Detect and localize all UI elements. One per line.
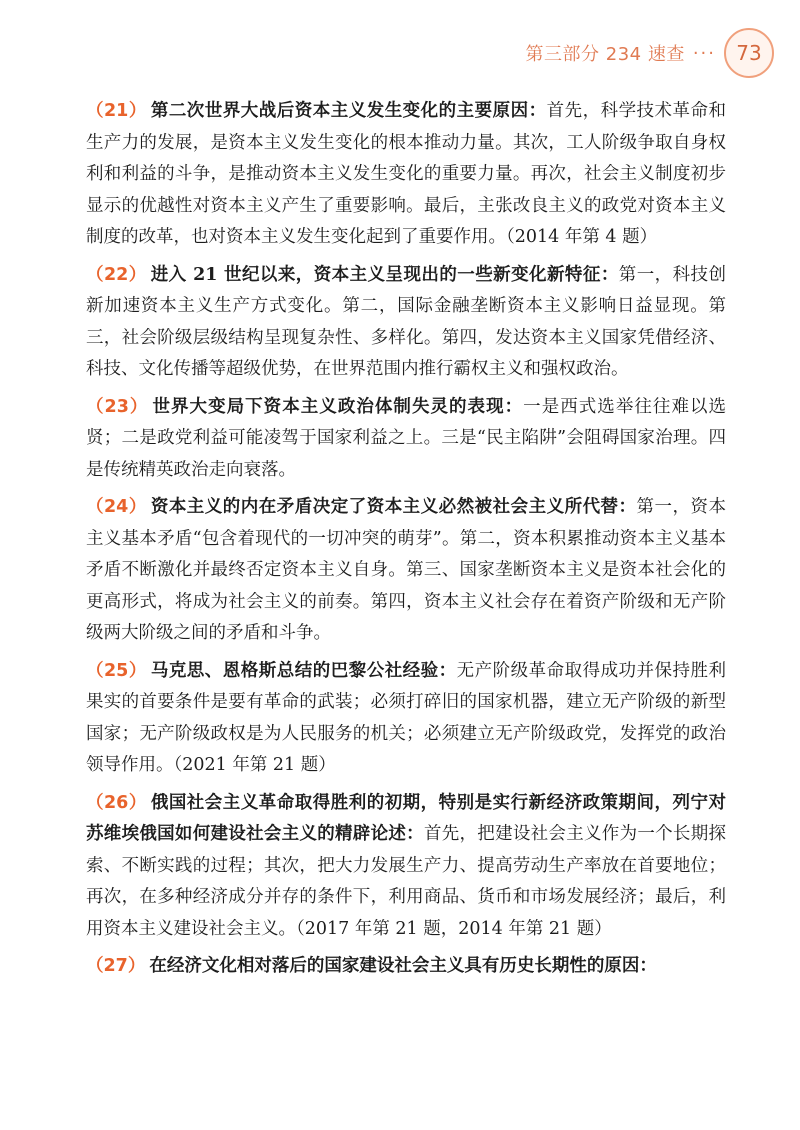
entry-number: （26） — [86, 792, 147, 813]
entry-title: 世界大变局下资本主义政治体制失灵的表现： — [152, 396, 524, 417]
entry-title: 俄国社会主义革命取得胜利的初期，特别是实行新经济政策期间，列宁对苏维埃俄国如何建设社会主义的精辟论述： — [86, 792, 726, 844]
entry-number: （23） — [86, 396, 149, 417]
entry-title: 马克思、恩格斯总结的巴黎公社经验： — [150, 660, 457, 681]
entry-24 — [86, 492, 726, 650]
entry-number: （22） — [86, 264, 147, 285]
entry-22 — [86, 260, 726, 386]
entry-body: 一是西式选举往往难以选贤；二是政党利益可能凌驾于国家利益之上。三是“民主陷阱”会阻碍国家治理。四是传统精英政治走向衰落。 — [86, 396, 727, 480]
entry-25 — [86, 656, 726, 782]
page-number-badge: 73 — [724, 28, 774, 78]
entry-title: 进入 21 世纪以来，资本主义呈现出的一些新变化新特征： — [150, 264, 619, 285]
entry-body: 第一，科技创新加速资本主义生产方式变化。第二，国际金融垄断资本主义影响日益显现。第三，社会阶级层级结构呈现复杂性、多样化。第四，发达资本主义国家凭借经济、科技、文化传播等超级优势，在世界范围内推行霸权主义和强权政治。 — [86, 264, 727, 379]
entry-number: （21） — [86, 101, 147, 121]
entry-title: 在经济文化相对落后的国家建设社会主义具有历史长期性的原因： — [149, 956, 657, 976]
entry-body: 首先，把建设社会主义作为一个长期探索、不断实践的过程；其次，把大力发展生产力、提高劳动生产率放在首要地位；再次，在多种经济成分并存的条件下，利用商品、货币和市场发展经济；最后，利用资本主义建设社会主义。（2017 年第 21 题，2014 年第 21 题） — [86, 824, 727, 939]
entry-27 — [86, 951, 726, 983]
entry-23 — [86, 392, 726, 487]
entry-title: 第二次世界大战后资本主义发生变化的主要原因： — [150, 101, 547, 121]
entry-number: （27） — [86, 956, 146, 976]
entry-body: 无产阶级革命取得成功并保持胜利果实的首要条件是要有革命的武装；必须打碎旧的国家机器，建立无产阶级的新型国家；无产阶级政权是为人民服务的机关；必须建立无产阶级政党，发挥党的政治领导作用。（2021 年第 21 题） — [86, 660, 727, 775]
entry-title: 资本主义的内在矛盾决定了资本主义必然被社会主义所代替： — [150, 497, 637, 517]
entry-number: （25） — [86, 660, 147, 681]
entry-number: （24） — [86, 497, 147, 517]
page-header — [526, 28, 774, 78]
header-dots: ··· — [692, 42, 716, 64]
entry-body: 首先，科学技术革命和生产力的发展，是资本主义发生变化的根本推动力量。其次，工人阶级争取自身权利和利益的斗争，是推动资本主义发生变化的重要力量。再次，社会主义制度初步显示的优越性对资本主义产生了重要影响。最后，主张改良主义的政党对资本主义制度的改革，也对资本主义发生变化起到了重要作用。（2014 年第 4 题） — [86, 101, 727, 247]
content — [86, 96, 726, 989]
entry-body: 第一，资本主义基本矛盾“包含着现代的一切冲突的萌芽”。第二，资本积累推动资本主义基本矛盾不断激化并最终否定资本主义自身。第三、国家垄断资本主义是资本社会化的更高形式，将成为社会主义的前奏。第四，资本主义社会存在着资产阶级和无产阶级两大阶级之间的矛盾和斗争。 — [86, 497, 727, 643]
entry-26 — [86, 788, 726, 946]
entry-21 — [86, 96, 726, 254]
section-title: 第三部分 234 速查 — [525, 44, 685, 65]
